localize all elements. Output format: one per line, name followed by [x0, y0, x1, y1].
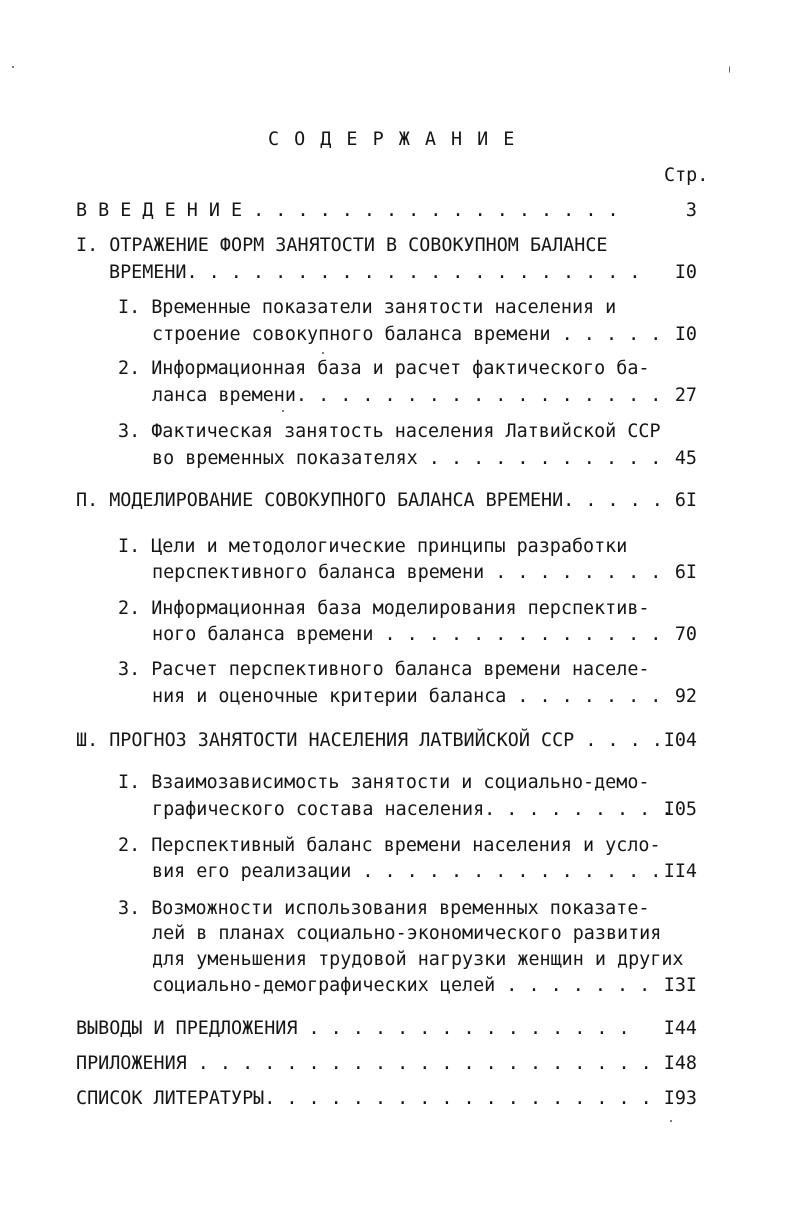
- toc-ch3-s3-line1: 3. Возможности использования временных показате-: [118, 898, 650, 919]
- toc-intro-text: В В Е Д Е Н И Е . . . . . . . . . . . . . . . . .: [76, 200, 619, 221]
- toc-ch2-s2-line2: ного баланса времени . . . . . . . . . . . . .: [152, 624, 662, 645]
- toc-ch3-s3-line2: лей в планах социально-экономического развития: [152, 923, 662, 944]
- toc-ch1-title-line1: I. ОТРАЖЕНИЕ ФОРМ ЗАНЯТОСТИ В СОВОКУПНОМ БАЛАНСЕ: [76, 235, 608, 256]
- toc-ch3-s1-page: I05: [663, 799, 697, 820]
- toc-ch2-s3-line2: ния и оценочные критерии баланса . . . . . . .: [152, 686, 662, 707]
- page-title: С О Д Е Р Ж А Н И Е: [268, 129, 517, 150]
- toc-ch1-page: I0: [674, 262, 697, 283]
- toc-ch1-s1-line1: I. Временные показатели занятости населения и: [118, 297, 617, 318]
- toc-ch1-s3-page: 45: [674, 448, 697, 469]
- toc-ch2-s1-line1: I. Цели и методологические принципы разработки: [118, 536, 628, 557]
- toc-ch3-s3-line3: для уменьшения трудовой нагрузки женщин и других: [152, 949, 684, 970]
- toc-references-text: СПИСОК ЛИТЕРАТУРЫ. . . . . . . . . . . . . . . . . .: [76, 1088, 652, 1109]
- toc-ch2-s1-line2: перспективного баланса времени . . . . . . . .: [152, 562, 662, 583]
- toc-ch3-s1-line2: графического состава населения. . . . . . . . .: [152, 799, 673, 820]
- toc-ch1-s2-line1: 2. Информационная база и расчет фактического ба-: [118, 358, 650, 379]
- toc-ch3-s3-page: I3I: [663, 975, 697, 996]
- toc-ch3-s1-line1: I. Взаимозависимость занятости и социально-демо-: [118, 772, 650, 793]
- toc-appendices-text: ПРИЛОЖЕНИЯ . . . . . . . . . . . . . . . . . . . . .: [76, 1053, 652, 1074]
- toc-ch3-s3-line4: социально-демографических целей . . . . . . .: [152, 975, 651, 996]
- toc-ch2-s1-page: 6I: [674, 562, 697, 583]
- toc-ch3-s2-line2: вия его реализации . . . . . . . . . . . . . .: [152, 861, 662, 882]
- toc-ch1-s2-line2: ланса времени. . . . . . . . . . . . . . . . .: [152, 385, 662, 406]
- toc-ch2-s3-page: 92: [674, 686, 697, 707]
- toc-appendices-page: I48: [663, 1053, 697, 1074]
- toc-ch3-s2-page: II4: [663, 861, 697, 882]
- toc-ch2-page: 6I: [674, 490, 697, 511]
- scan-speck: [12, 66, 14, 68]
- toc-ch1-s3-line1: 3. Фактическая занятость населения Латвийской ССР: [118, 421, 661, 442]
- page-column-label: Стр.: [664, 165, 709, 186]
- scan-speck: [729, 66, 730, 73]
- toc-ch1-s2-page: 27: [674, 385, 697, 406]
- toc-ch2-title: П. МОДЕЛИРОВАНИЕ СОВОКУПНОГО БАЛАНСА ВРЕМЕНИ. . . . .: [76, 490, 663, 511]
- toc-ch1-s1-page: I0: [674, 324, 697, 345]
- toc-ch3-s2-line1: 2. Перспективный баланс времени населения и усло-: [118, 835, 661, 856]
- toc-ch2-s2-line1: 2. Информационная база моделирования перспектив-: [118, 598, 650, 619]
- toc-references-page: I93: [663, 1088, 697, 1109]
- toc-ch1-s1-line2: строение совокупного баланса времени . . . . .: [152, 324, 662, 345]
- toc-ch1-title-line2: ВРЕМЕНИ. . . . . . . . . . . . . . . . . . . . .: [109, 262, 641, 283]
- scan-speck: [670, 1120, 672, 1122]
- toc-ch2-s2-page: 70: [674, 624, 697, 645]
- toc-intro-page: 3: [685, 200, 697, 221]
- toc-ch1-s3-line2: во временных показателях . . . . . . . . . . .: [152, 448, 662, 469]
- toc-conclusions-text: ВЫВОДЫ И ПРЕДЛОЖЕНИЯ . . . . . . . . . . . . . . .: [76, 1018, 630, 1039]
- toc-ch2-s3-line1: 3. Расчет перспективного баланса времени населе-: [118, 659, 650, 680]
- toc-conclusions-page: I44: [663, 1018, 697, 1039]
- toc-ch3-page: I04: [663, 730, 697, 751]
- scan-speck: [322, 352, 324, 354]
- scan-speck: [282, 410, 284, 412]
- toc-ch3-title: Ш. ПРОГНОЗ ЗАНЯТОСТИ НАСЕЛЕНИЯ ЛАТВИЙСКОЙ ССР . . . .: [76, 730, 663, 751]
